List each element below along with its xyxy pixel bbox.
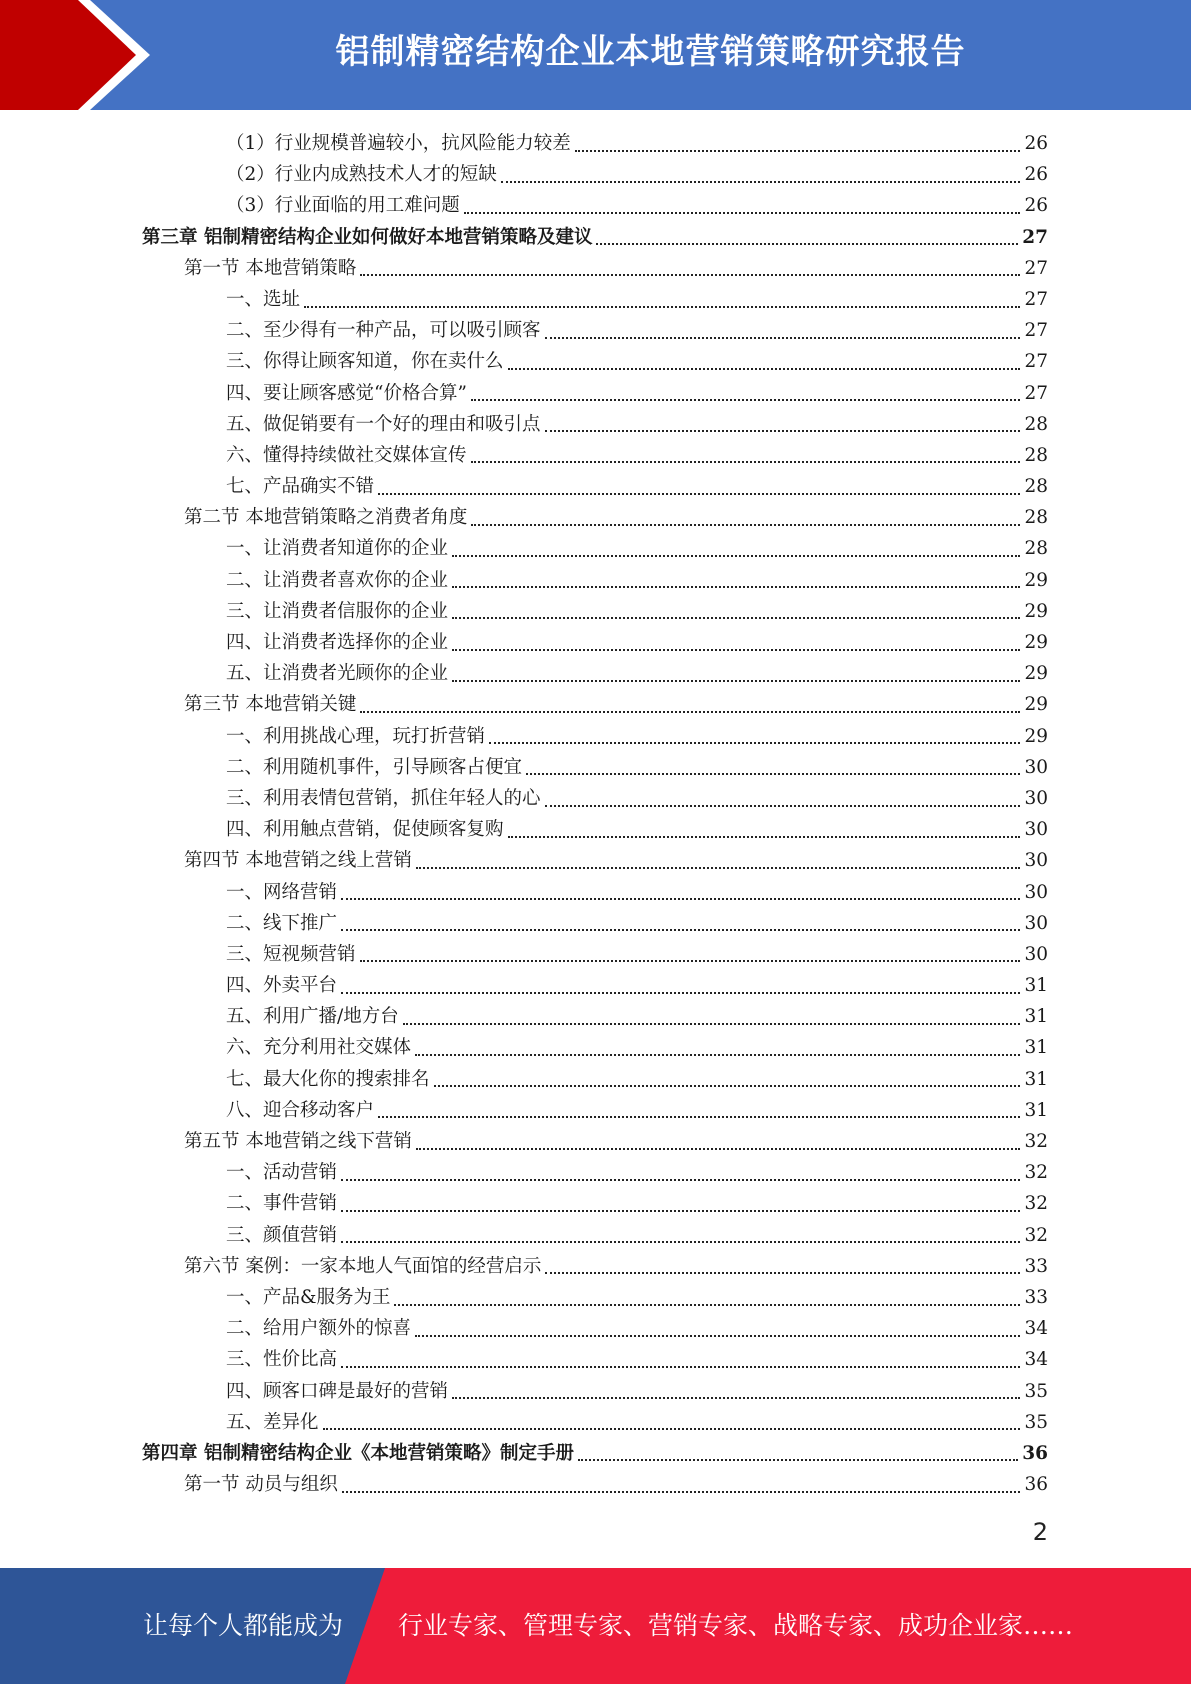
toc-entry-label: 二、至少得有一种产品，可以吸引顾客 [226,320,541,342]
toc-subsection-entry[interactable] [0,1313,1191,1344]
arrow-chevron-icon [0,0,170,110]
dot-leader [341,898,1020,900]
toc-section-entry[interactable] [0,253,1191,284]
toc-subsection-entry[interactable] [0,565,1191,596]
dot-leader [415,1335,1020,1337]
toc-entry-page: 36 [1022,1442,1048,1464]
toc-subsection-entry[interactable] [0,970,1191,1001]
toc-entry-page: 32 [1024,1162,1048,1184]
toc-entry-page: 27 [1024,351,1048,373]
dot-leader [471,524,1020,526]
toc-entry-label: 四、顾客口碑是最好的营销 [226,1380,449,1402]
toc-entry-page: 32 [1024,1224,1048,1246]
dot-leader [452,649,1020,651]
dot-leader [489,742,1020,744]
toc-entry-label: 三、你得让顾客知道，你在卖什么 [226,351,504,373]
dot-leader [596,243,1018,245]
dot-leader [545,1272,1020,1274]
toc-subsection-entry[interactable] [0,471,1191,502]
toc-entry-label: 三、颜值营销 [226,1224,338,1246]
toc-entry-page: 34 [1024,1349,1048,1371]
toc-entry-page: 30 [1024,850,1048,872]
toc-subsection-entry[interactable] [0,1032,1191,1063]
toc-subsection-entry[interactable] [0,190,1191,221]
toc-section-entry[interactable] [0,689,1191,720]
toc-entry-page: 36 [1024,1474,1048,1496]
toc-entry-page: 29 [1024,725,1048,747]
toc-entry-label: 第五节 本地营销之线下营销 [184,1131,412,1152]
dot-leader [416,1148,1021,1150]
toc-subsection-entry[interactable] [0,346,1191,377]
dot-leader [452,680,1020,682]
toc-subsection-entry[interactable] [0,596,1191,627]
toc-entry-label: 第二节 本地营销策略之消费者角度 [184,507,468,529]
toc-entry-page: 29 [1024,694,1048,716]
dot-leader [464,212,1021,214]
toc-entry-label: 四、要让顾客感觉“价格合算” [226,382,467,404]
toc-entry-label: 三、性价比高 [226,1349,338,1371]
toc-subsection-entry[interactable] [0,128,1191,159]
dot-leader [416,867,1021,869]
toc-entry-label: 一、选址 [226,288,301,310]
toc-entry-label: 一、网络营销 [226,881,338,903]
dot-leader [342,1491,1021,1493]
toc-subsection-entry[interactable] [0,440,1191,471]
dot-leader [378,1116,1020,1118]
dot-leader [501,181,1021,183]
toc-entry-label: 六、懂得持续做社交媒体宣传 [226,444,467,466]
footer-slogan-right: 行业专家、管理专家、营销专家、战略专家、成功企业家…… [398,1611,1074,1640]
toc-subsection-entry[interactable] [0,783,1191,814]
dot-leader [304,306,1020,308]
dot-leader [341,1241,1020,1243]
dot-leader [526,773,1020,775]
toc-entry-label: 一、活动营销 [226,1162,338,1184]
toc-entry-label: 第四章 铝制精密结构企业《本地营销策略》制定手册 [142,1442,574,1464]
toc-entry-label: （2）行业内成熟技术人才的短缺 [226,164,497,186]
page-title: 铝制精密结构企业本地营销策略研究报告 [335,32,966,72]
toc-entry-page: 31 [1024,1006,1048,1028]
toc-entry-page: 31 [1024,975,1048,997]
dot-leader [341,1179,1020,1181]
toc-entry-page: 35 [1024,1411,1048,1433]
toc-entry-page: 29 [1024,663,1048,685]
toc-entry-page: 30 [1024,881,1048,903]
dot-leader [341,1366,1020,1368]
toc-entry-page: 32 [1024,1193,1048,1215]
toc-entry-page: 28 [1024,413,1048,435]
toc-entry-page: 31 [1024,1099,1048,1121]
dot-leader [508,836,1021,838]
dot-leader [471,399,1021,401]
toc-entry-page: 34 [1024,1318,1048,1340]
toc-subsection-entry[interactable] [0,1220,1191,1251]
toc-chapter-entry[interactable] [0,222,1191,253]
dot-leader [323,1428,1021,1430]
toc-subsection-entry[interactable] [0,1344,1191,1375]
toc-entry-page: 27 [1024,257,1048,279]
toc-subsection-entry[interactable] [0,159,1191,190]
toc-entry-label: 第三节 本地营销关键 [184,694,357,716]
toc-section-entry[interactable] [0,1251,1191,1282]
toc-entry-label: 四、让消费者选择你的企业 [226,632,449,653]
toc-entry-label: 二、给用户额外的惊喜 [226,1318,412,1340]
toc-subsection-entry[interactable] [0,315,1191,346]
toc-entry-label: 第六节 案例：一家本地人气面馆的经营启示 [184,1255,542,1277]
table-of-contents [0,128,1191,1500]
dot-leader [360,711,1020,713]
toc-entry-label: 二、线下推广 [226,912,338,934]
dot-leader [341,1210,1020,1212]
dot-leader [415,1054,1020,1056]
header-banner [0,0,1191,110]
toc-entry-label: 五、利用广播/地方台 [226,1006,399,1028]
toc-subsection-entry[interactable] [0,939,1191,970]
toc-entry-page: 33 [1024,1286,1048,1308]
toc-subsection-entry[interactable] [0,1157,1191,1188]
dot-leader [452,617,1020,619]
toc-entry-page: 27 [1022,226,1048,248]
toc-entry-page: 33 [1024,1255,1048,1277]
toc-entry-label: 一、让消费者知道你的企业 [226,538,449,560]
toc-entry-page: 28 [1024,444,1048,466]
toc-entry-page: 26 [1024,164,1048,186]
toc-entry-page: 27 [1024,288,1048,310]
dot-leader [378,493,1020,495]
toc-subsection-entry[interactable] [0,533,1191,564]
dot-leader [394,1304,1020,1306]
toc-entry-page: 26 [1024,133,1048,154]
toc-entry-label: 一、利用挑战心理，玩打折营销 [226,725,486,747]
toc-subsection-entry[interactable] [0,877,1191,908]
toc-subsection-entry[interactable] [0,814,1191,845]
toc-entry-label: 五、做促销要有一个好的理由和吸引点 [226,413,541,435]
toc-entry-label: 五、差异化 [226,1411,319,1433]
toc-entry-page: 30 [1024,943,1048,965]
toc-subsection-entry[interactable] [0,378,1191,409]
dot-leader [508,368,1021,370]
dot-leader [360,274,1020,276]
toc-entry-label: 五、让消费者光顾你的企业 [226,663,449,685]
toc-entry-page: 29 [1024,632,1048,653]
toc-subsection-entry[interactable] [0,1407,1191,1438]
toc-entry-label: 四、外卖平台 [226,975,338,997]
toc-subsection-entry[interactable] [0,658,1191,689]
toc-entry-label: 七、最大化你的搜索排名 [226,1068,430,1090]
toc-entry-page: 28 [1024,507,1048,529]
toc-subsection-entry[interactable] [0,908,1191,939]
dot-leader [341,992,1020,994]
toc-entry-label: （1）行业规模普遍较小，抗风险能力较差 [226,133,571,154]
toc-entry-page: 28 [1024,538,1048,560]
toc-subsection-entry[interactable] [0,409,1191,440]
toc-entry-page: 27 [1024,320,1048,342]
dot-leader [403,1023,1021,1025]
toc-subsection-entry[interactable] [0,284,1191,315]
toc-entry-page: 28 [1024,476,1048,498]
toc-entry-label: 二、事件营销 [226,1193,338,1215]
toc-subsection-entry[interactable] [0,1188,1191,1219]
footer-slogan-left: 让每个人都能成为 [143,1611,344,1640]
toc-entry-page: 32 [1024,1131,1048,1152]
toc-subsection-entry[interactable] [0,1064,1191,1095]
toc-entry-page: 30 [1024,756,1048,778]
toc-entry-page: 35 [1024,1380,1048,1402]
toc-entry-page: 26 [1024,195,1048,217]
toc-entry-page: 30 [1024,787,1048,809]
dot-leader [471,461,1021,463]
toc-section-entry[interactable] [0,1126,1191,1157]
toc-entry-page: 29 [1024,600,1048,622]
dot-leader [578,1459,1018,1461]
dot-leader [341,929,1020,931]
dot-leader [452,1397,1020,1399]
toc-subsection-entry[interactable] [0,752,1191,783]
dot-leader [545,805,1021,807]
toc-chapter-entry[interactable] [0,1438,1191,1469]
toc-subsection-entry[interactable] [0,627,1191,658]
toc-entry-label: 七、产品确实不错 [226,476,375,498]
toc-entry-page: 31 [1024,1037,1048,1059]
toc-entry-label: （3）行业面临的用工难问题 [226,195,460,217]
toc-subsection-entry[interactable] [0,1095,1191,1126]
toc-entry-label: 二、利用随机事件，引导顾客占便宜 [226,756,523,778]
dot-leader [434,1085,1021,1087]
toc-section-entry[interactable] [0,1469,1191,1500]
toc-section-entry[interactable] [0,845,1191,876]
dot-leader [452,586,1020,588]
toc-entry-page: 30 [1024,819,1048,841]
toc-entry-label: 一、产品&服务为王 [226,1286,391,1308]
dot-leader [545,337,1021,339]
toc-subsection-entry[interactable] [0,1001,1191,1032]
dot-leader [452,555,1020,557]
toc-entry-label: 八、迎合移动客户 [226,1099,375,1121]
toc-entry-label: 第三章 铝制精密结构企业如何做好本地营销策略及建议 [142,226,593,248]
toc-entry-label: 二、让消费者喜欢你的企业 [226,569,449,591]
toc-entry-page: 30 [1024,912,1048,934]
dot-leader [545,430,1021,432]
dot-leader [575,150,1021,152]
toc-entry-label: 第四节 本地营销之线上营销 [184,850,412,872]
toc-entry-label: 三、让消费者信服你的企业 [226,600,449,622]
toc-subsection-entry[interactable] [0,1376,1191,1407]
toc-subsection-entry[interactable] [0,721,1191,752]
toc-entry-label: 三、利用表情包营销，抓住年轻人的心 [226,787,541,809]
toc-subsection-entry[interactable] [0,1282,1191,1313]
toc-entry-label: 三、短视频营销 [226,943,356,965]
toc-entry-label: 四、利用触点营销，促使顾客复购 [226,819,504,841]
toc-entry-page: 29 [1024,569,1048,591]
toc-entry-label: 第一节 动员与组织 [184,1474,338,1496]
page-number: 2 [1032,1518,1048,1546]
footer-banner [0,1568,1191,1684]
toc-entry-page: 31 [1024,1068,1048,1090]
toc-entry-label: 六、充分利用社交媒体 [226,1037,412,1059]
dot-leader [360,960,1021,962]
toc-entry-page: 27 [1024,382,1048,404]
toc-section-entry[interactable] [0,502,1191,533]
toc-entry-label: 第一节 本地营销策略 [184,257,357,279]
